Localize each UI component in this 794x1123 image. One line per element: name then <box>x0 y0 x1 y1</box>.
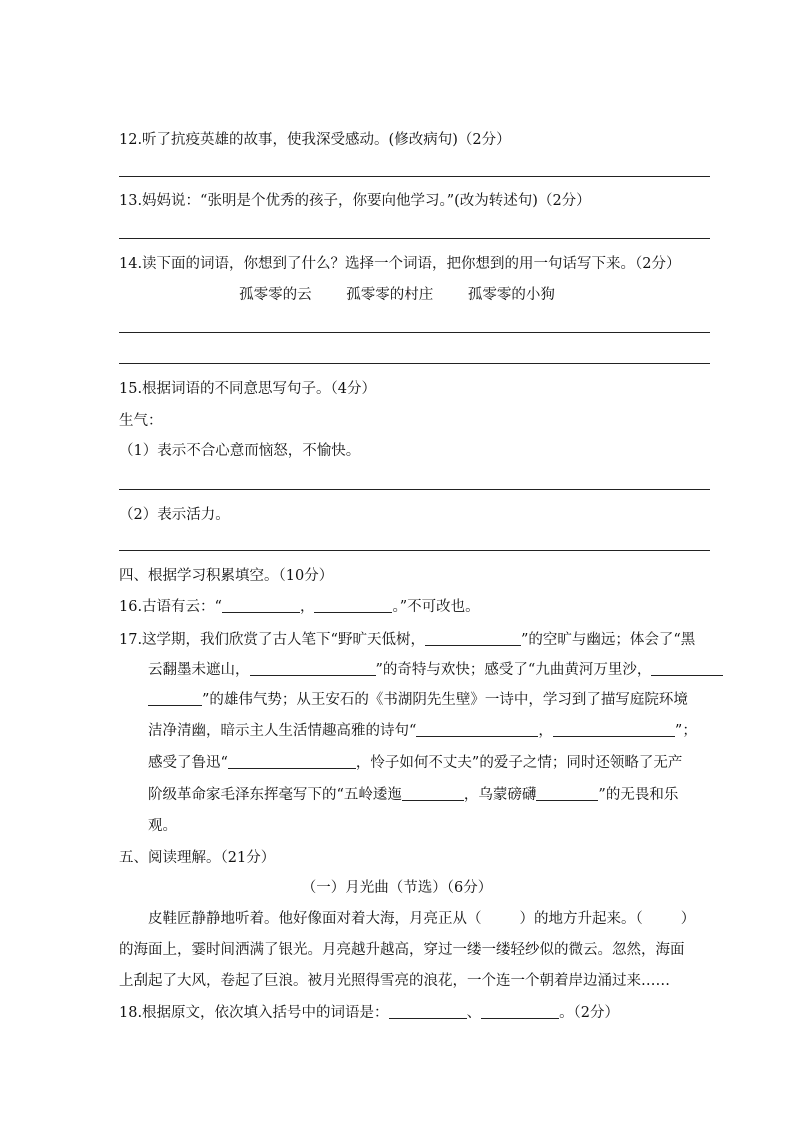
question-16: 16.古语有云：“ ， 。”不可改也。 <box>119 599 480 615</box>
answer-line-15b[interactable] <box>119 550 710 551</box>
fill-blank[interactable] <box>416 721 538 737</box>
question-14: 14.读下面的词语，你想到了什么？选择一个词语，把你想到的用一句话写下来。（2分） <box>119 256 681 272</box>
question-18: 18.根据原文，依次填入括号中的词语是： 、 。（2分） <box>119 1005 620 1021</box>
question-12: 12.听了抗疫英雄的故事，使我深受感动。(修改病句)（2分） <box>119 132 511 148</box>
word-option: 孤零零的云 <box>239 287 312 303</box>
question-17-line-3: ”的雄伟气势；从王安石的《书湖阴先生壁》一诗中，学习到了描写庭院环境 <box>148 690 688 710</box>
fill-blank[interactable] <box>148 690 202 706</box>
fill-blank[interactable] <box>222 597 300 613</box>
answer-line-14a[interactable] <box>119 332 710 333</box>
question-17-line-6: 阶级革命家毛泽东挥毫写下的“五岭逶迤 ，乌蒙磅礴 ”的无畏和乐 <box>148 787 679 803</box>
question-15-word: 生气： <box>119 413 163 429</box>
fill-blank[interactable] <box>481 1003 559 1019</box>
fill-blank[interactable] <box>228 753 356 769</box>
answer-line-12[interactable] <box>119 176 710 177</box>
section-5-heading: 五、阅读理解。（21分） <box>119 850 276 866</box>
fill-blank[interactable] <box>250 660 376 676</box>
section-4-heading: 四、根据学习积累填空。（10分） <box>119 568 334 584</box>
question-15-item-1: （1）表示不合心意而恼怒，不愉快。 <box>119 443 361 459</box>
fill-blank[interactable] <box>314 597 392 613</box>
fill-blank[interactable] <box>536 785 598 801</box>
question-13: 13.妈妈说：“张明是个优秀的孩子，你要向他学习。”(改为转述句)（2分） <box>119 193 591 209</box>
question-17-line-2: 云翻墨未遮山， ”的奇特与欢快；感受了“九曲黄河万里沙， <box>148 660 723 680</box>
word-option: 孤零零的村庄 <box>346 287 434 303</box>
passage-line-1: 皮鞋匠静静地听着。他好像面对着大海，月亮正从（ ）的地方升起来。（ ） <box>148 911 696 927</box>
word-option: 孤零零的小狗 <box>467 287 555 303</box>
fill-blank[interactable] <box>651 660 723 676</box>
answer-line-13[interactable] <box>119 238 710 239</box>
passage-line-2: 的海面上，霎时间洒满了银光。月亮越升越高，穿过一缕一缕轻纱似的微云。忽然，海面 <box>119 942 685 958</box>
fill-blank[interactable] <box>402 785 464 801</box>
word-list-14 <box>0 285 794 305</box>
question-17-line-4: 洁净清幽，暗示主人生活情趣高雅的诗句“ ， ”； <box>148 723 697 739</box>
question-17-line-1: 17.这学期，我们欣赏了古人笔下“野旷天低树， ”的空旷与幽远；体会了“黑 <box>119 632 696 648</box>
question-17-line-7: 观。 <box>148 818 177 834</box>
passage-title: （一）月光曲（节选）（6分） <box>301 880 493 896</box>
answer-line-15a[interactable] <box>119 489 710 490</box>
fill-blank[interactable] <box>553 721 675 737</box>
answer-line-14b[interactable] <box>119 363 710 364</box>
passage-line-3: 上刮起了大风，卷起了巨浪。被月光照得雪亮的浪花，一个连一个朝着岸边涌过来…… <box>119 973 670 989</box>
fill-blank[interactable] <box>425 630 521 646</box>
question-15-item-2: （2）表示活力。 <box>119 507 230 523</box>
fill-blank[interactable] <box>389 1003 467 1019</box>
question-17-line-5: 感受了鲁迅“ ，怜子如何不丈夫”的爱子之情；同时还领略了无产 <box>148 755 683 771</box>
question-15: 15.根据词语的不同意思写句子。（4分） <box>119 381 377 397</box>
